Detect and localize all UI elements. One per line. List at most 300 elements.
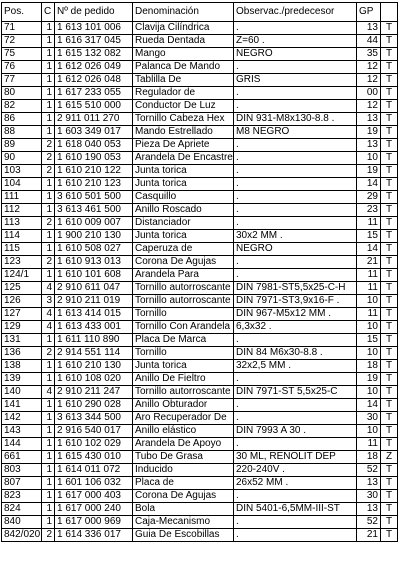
cell-pos: 80 xyxy=(2,87,42,100)
cell-qty: 1 xyxy=(42,100,55,113)
cell-denomination: Anillo elástico xyxy=(133,425,234,438)
cell-denomination: Distanciador xyxy=(133,217,234,230)
cell-order-number: 1 617 000 969 xyxy=(55,516,133,529)
cell-gp: 21 xyxy=(357,529,381,542)
cell-pos: 113 xyxy=(2,217,42,230)
cell-pos: 142 xyxy=(2,412,42,425)
cell-type: T xyxy=(381,74,398,87)
cell-type: T xyxy=(381,425,398,438)
cell-type: T xyxy=(381,386,398,399)
cell-denomination: Junta torica xyxy=(133,165,234,178)
cell-pos: 123 xyxy=(2,256,42,269)
cell-qty: 3 xyxy=(42,295,55,308)
cell-qty: 4 xyxy=(42,282,55,295)
cell-pos: 115 xyxy=(2,243,42,256)
cell-qty: 4 xyxy=(42,386,55,399)
cell-denomination: Caja-Mecanismo xyxy=(133,516,234,529)
cell-qty: 1 xyxy=(42,243,55,256)
table-row xyxy=(2,321,398,334)
cell-type: T xyxy=(381,347,398,360)
cell-order-number: 1 614 336 017 xyxy=(55,529,133,542)
cell-type: T xyxy=(381,334,398,347)
cell-remarks: Z=60 . xyxy=(234,35,357,48)
cell-order-number: 1 610 108 020 xyxy=(55,373,133,386)
cell-order-number: 1 618 040 053 xyxy=(55,139,133,152)
cell-gp: 19 xyxy=(357,373,381,386)
cell-qty: 1 xyxy=(42,191,55,204)
cell-gp: 14 xyxy=(357,243,381,256)
cell-qty: 1 xyxy=(42,74,55,87)
cell-order-number: 2 911 011 270 xyxy=(55,113,133,126)
cell-order-number: 2 916 540 017 xyxy=(55,425,133,438)
cell-gp: 10 xyxy=(357,152,381,165)
header-pos: Pos. xyxy=(2,3,42,22)
cell-order-number: 1 900 210 130 xyxy=(55,230,133,243)
cell-pos: 131 xyxy=(2,334,42,347)
cell-gp: 11 xyxy=(357,269,381,282)
cell-denomination: Tornillo Cabeza Hex xyxy=(133,113,234,126)
cell-order-number: 1 615 510 000 xyxy=(55,100,133,113)
cell-order-number: 3 610 501 500 xyxy=(55,191,133,204)
cell-remarks: 26x52 MM . xyxy=(234,477,357,490)
cell-gp: 10 xyxy=(357,295,381,308)
header-remarks: Observac./predecesor xyxy=(234,3,357,22)
cell-pos: 114 xyxy=(2,230,42,243)
cell-qty: 2 xyxy=(42,529,55,542)
cell-denomination: Tornillo autorroscante xyxy=(133,386,234,399)
cell-gp: 12 xyxy=(357,74,381,87)
cell-type: T xyxy=(381,269,398,282)
table-row xyxy=(2,35,398,48)
cell-remarks: DIN 7981-ST5,5x25-C-H xyxy=(234,282,357,295)
cell-remarks: . xyxy=(234,178,357,191)
cell-order-number: 1 612 026 049 xyxy=(55,61,133,74)
cell-remarks: 30x2 MM . xyxy=(234,230,357,243)
cell-remarks: . xyxy=(234,412,357,425)
table-row xyxy=(2,438,398,451)
cell-denomination: Clavija Cilíndrica xyxy=(133,22,234,35)
cell-qty: 1 xyxy=(42,490,55,503)
cell-denomination: Conductor De Luz xyxy=(133,100,234,113)
cell-remarks: . xyxy=(234,399,357,412)
cell-qty: 2 xyxy=(42,217,55,230)
cell-remarks: . xyxy=(234,373,357,386)
table-row xyxy=(2,113,398,126)
table-row xyxy=(2,412,398,425)
cell-pos: 82 xyxy=(2,100,42,113)
cell-denomination: Palanca De Mando xyxy=(133,61,234,74)
cell-denomination: Regulador de xyxy=(133,87,234,100)
cell-type: Z xyxy=(381,451,398,464)
table-row xyxy=(2,503,398,516)
cell-remarks: DIN 7993 A 30 . xyxy=(234,425,357,438)
cell-pos: 127 xyxy=(2,308,42,321)
header-gp: GP xyxy=(357,3,381,22)
cell-gp: 30 xyxy=(357,490,381,503)
cell-gp: 30 xyxy=(357,412,381,425)
cell-qty: 1 xyxy=(42,126,55,139)
cell-gp: 11 xyxy=(357,282,381,295)
cell-gp: 13 xyxy=(357,22,381,35)
cell-order-number: 1 615 430 010 xyxy=(55,451,133,464)
cell-type: T xyxy=(381,217,398,230)
cell-gp: 11 xyxy=(357,217,381,230)
cell-order-number: 1 613 414 015 xyxy=(55,308,133,321)
cell-type: T xyxy=(381,139,398,152)
cell-qty: 1 xyxy=(42,373,55,386)
cell-remarks: DIN 967-M5x12 MM . xyxy=(234,308,357,321)
cell-gp: 14 xyxy=(357,178,381,191)
cell-remarks: . xyxy=(234,490,357,503)
cell-pos: 824 xyxy=(2,503,42,516)
table-row xyxy=(2,373,398,386)
cell-type: T xyxy=(381,61,398,74)
cell-qty: 1 xyxy=(42,269,55,282)
cell-qty: 2 xyxy=(42,256,55,269)
cell-qty: 1 xyxy=(42,35,55,48)
cell-order-number: 1 611 110 890 xyxy=(55,334,133,347)
cell-gp: 15 xyxy=(357,334,381,347)
cell-remarks: . xyxy=(234,529,357,542)
cell-pos: 71 xyxy=(2,22,42,35)
cell-pos: 823 xyxy=(2,490,42,503)
cell-pos: 126 xyxy=(2,295,42,308)
table-row xyxy=(2,256,398,269)
cell-pos: 86 xyxy=(2,113,42,126)
table-row xyxy=(2,61,398,74)
cell-pos: 141 xyxy=(2,399,42,412)
cell-denomination: Anillo Obturador xyxy=(133,399,234,412)
cell-order-number: 1 610 210 122 xyxy=(55,165,133,178)
cell-type: T xyxy=(381,48,398,61)
cell-gp: 12 xyxy=(357,61,381,74)
cell-gp: 10 xyxy=(357,321,381,334)
table-row xyxy=(2,100,398,113)
cell-qty: 1 xyxy=(42,412,55,425)
cell-denomination: Placa de xyxy=(133,477,234,490)
cell-order-number: 2 910 211 247 xyxy=(55,386,133,399)
cell-qty: 1 xyxy=(42,87,55,100)
cell-gp: 19 xyxy=(357,126,381,139)
cell-gp: 12 xyxy=(357,100,381,113)
table-row xyxy=(2,178,398,191)
cell-qty: 4 xyxy=(42,321,55,334)
cell-gp: 44 xyxy=(357,35,381,48)
cell-pos: 661 xyxy=(2,451,42,464)
cell-pos: 139 xyxy=(2,373,42,386)
cell-denomination: Caperuza de xyxy=(133,243,234,256)
cell-remarks: DIN 5401-6,5MM-III-ST xyxy=(234,503,357,516)
cell-qty: 1 xyxy=(42,399,55,412)
cell-remarks: . xyxy=(234,217,357,230)
cell-pos: 104 xyxy=(2,178,42,191)
cell-qty: 1 xyxy=(42,451,55,464)
cell-gp: 10 xyxy=(357,347,381,360)
cell-order-number: 1 610 508 027 xyxy=(55,243,133,256)
cell-denomination: Arandela De Encastre xyxy=(133,152,234,165)
table-row xyxy=(2,22,398,35)
cell-remarks: DIN 7971-ST3,9x16-F . xyxy=(234,295,357,308)
cell-pos: 75 xyxy=(2,48,42,61)
cell-pos: 103 xyxy=(2,165,42,178)
cell-order-number: 2 910 211 019 xyxy=(55,295,133,308)
cell-remarks: . xyxy=(234,87,357,100)
cell-denomination: Tubo De Grasa xyxy=(133,451,234,464)
cell-gp: 13 xyxy=(357,139,381,152)
cell-qty: 1 xyxy=(42,22,55,35)
cell-pos: 112 xyxy=(2,204,42,217)
cell-type: T xyxy=(381,191,398,204)
cell-denomination: Guia De Escobillas xyxy=(133,529,234,542)
parts-table xyxy=(1,2,398,542)
cell-remarks: . xyxy=(234,256,357,269)
cell-order-number: 1 613 433 001 xyxy=(55,321,133,334)
cell-remarks: DIN 84 M6x30-8.8 . xyxy=(234,347,357,360)
cell-denomination: Tornillo autorroscante xyxy=(133,295,234,308)
cell-remarks: NEGRO xyxy=(234,243,357,256)
cell-gp: 18 xyxy=(357,451,381,464)
cell-order-number: 1 617 000 240 xyxy=(55,503,133,516)
cell-gp: 19 xyxy=(357,165,381,178)
cell-pos: 89 xyxy=(2,139,42,152)
cell-order-number: 3 613 344 500 xyxy=(55,412,133,425)
table-row xyxy=(2,191,398,204)
cell-type: T xyxy=(381,373,398,386)
cell-order-number: 1 616 317 045 xyxy=(55,35,133,48)
cell-type: T xyxy=(381,516,398,529)
cell-denomination: Tornillo xyxy=(133,347,234,360)
cell-pos: 138 xyxy=(2,360,42,373)
cell-pos: 144 xyxy=(2,438,42,451)
cell-order-number: 1 615 132 082 xyxy=(55,48,133,61)
cell-pos: 842/020 xyxy=(2,529,42,542)
cell-remarks: NEGRO xyxy=(234,48,357,61)
cell-qty: 1 xyxy=(42,516,55,529)
table-row xyxy=(2,48,398,61)
table-row xyxy=(2,477,398,490)
cell-denomination: Corona De Agujas xyxy=(133,490,234,503)
cell-pos: 76 xyxy=(2,61,42,74)
cell-type: T xyxy=(381,204,398,217)
table-row xyxy=(2,360,398,373)
cell-remarks: . xyxy=(234,191,357,204)
cell-type: T xyxy=(381,113,398,126)
cell-denomination: Corona De Agujas xyxy=(133,256,234,269)
cell-type: T xyxy=(381,256,398,269)
cell-denomination: Rueda Dentada xyxy=(133,35,234,48)
cell-order-number: 1 610 210 123 xyxy=(55,178,133,191)
cell-qty: 1 xyxy=(42,464,55,477)
cell-gp: 29 xyxy=(357,191,381,204)
cell-gp: 23 xyxy=(357,204,381,217)
table-row xyxy=(2,282,398,295)
cell-type: T xyxy=(381,126,398,139)
cell-gp: 00 xyxy=(357,87,381,100)
cell-qty: 1 xyxy=(42,334,55,347)
cell-order-number: 1 612 026 048 xyxy=(55,74,133,87)
cell-remarks: 220-240V . xyxy=(234,464,357,477)
cell-remarks: . xyxy=(234,61,357,74)
cell-order-number: 1 610 009 007 xyxy=(55,217,133,230)
cell-gp: 13 xyxy=(357,477,381,490)
cell-order-number: 1 613 101 006 xyxy=(55,22,133,35)
cell-pos: 111 xyxy=(2,191,42,204)
cell-qty: 2 xyxy=(42,152,55,165)
cell-type: T xyxy=(381,503,398,516)
cell-remarks: . xyxy=(234,516,357,529)
cell-type: T xyxy=(381,282,398,295)
cell-order-number: 1 610 102 029 xyxy=(55,438,133,451)
cell-remarks: 6,3x32 . xyxy=(234,321,357,334)
cell-pos: 72 xyxy=(2,35,42,48)
cell-denomination: Arandela De Apoyo xyxy=(133,438,234,451)
cell-remarks: . xyxy=(234,152,357,165)
table-row xyxy=(2,451,398,464)
table-row xyxy=(2,399,398,412)
cell-remarks: . xyxy=(234,334,357,347)
cell-remarks: . xyxy=(234,100,357,113)
cell-gp: 14 xyxy=(357,399,381,412)
header-row xyxy=(2,3,398,22)
cell-type: T xyxy=(381,165,398,178)
cell-pos: 125 xyxy=(2,282,42,295)
table-row xyxy=(2,126,398,139)
cell-gp: 13 xyxy=(357,113,381,126)
cell-gp: 18 xyxy=(357,360,381,373)
table-row xyxy=(2,529,398,542)
cell-order-number: 2 914 551 114 xyxy=(55,347,133,360)
table-row xyxy=(2,74,398,87)
cell-type: T xyxy=(381,295,398,308)
table-row xyxy=(2,139,398,152)
cell-denomination: Aro Recuperador De xyxy=(133,412,234,425)
cell-qty: 1 xyxy=(42,48,55,61)
cell-remarks: . xyxy=(234,165,357,178)
table-row xyxy=(2,152,398,165)
cell-pos: 140 xyxy=(2,386,42,399)
cell-denomination: Pieza De Apriete xyxy=(133,139,234,152)
cell-gp: 15 xyxy=(357,230,381,243)
cell-qty: 1 xyxy=(42,230,55,243)
cell-denomination: Inducido xyxy=(133,464,234,477)
table-row xyxy=(2,464,398,477)
cell-type: T xyxy=(381,477,398,490)
cell-pos: 143 xyxy=(2,425,42,438)
cell-denomination: Anillo De Fieltro xyxy=(133,373,234,386)
table-row xyxy=(2,269,398,282)
cell-type: T xyxy=(381,152,398,165)
cell-qty: 1 xyxy=(42,438,55,451)
cell-pos: 129 xyxy=(2,321,42,334)
cell-order-number: 1 614 011 072 xyxy=(55,464,133,477)
cell-order-number: 1 610 210 130 xyxy=(55,360,133,373)
cell-type: T xyxy=(381,243,398,256)
cell-order-number: 1 610 101 608 xyxy=(55,269,133,282)
cell-gp: 10 xyxy=(357,425,381,438)
header-order-number: Nº de pedido xyxy=(55,3,133,22)
table-row xyxy=(2,243,398,256)
cell-denomination: Anillo Roscado xyxy=(133,204,234,217)
cell-denomination: Tornillo xyxy=(133,308,234,321)
cell-denomination: Junta torica xyxy=(133,178,234,191)
table-row xyxy=(2,217,398,230)
cell-gp: 13 xyxy=(357,503,381,516)
cell-qty: 1 xyxy=(42,113,55,126)
cell-denomination: Tablilla De xyxy=(133,74,234,87)
cell-qty: 1 xyxy=(42,61,55,74)
table-row xyxy=(2,87,398,100)
cell-qty: 2 xyxy=(42,139,55,152)
cell-type: T xyxy=(381,438,398,451)
cell-denomination: Mango xyxy=(133,48,234,61)
cell-pos: 88 xyxy=(2,126,42,139)
cell-pos: 90 xyxy=(2,152,42,165)
table-row xyxy=(2,516,398,529)
cell-type: T xyxy=(381,87,398,100)
table-row xyxy=(2,230,398,243)
table-row xyxy=(2,334,398,347)
table-row xyxy=(2,490,398,503)
table-row xyxy=(2,386,398,399)
cell-remarks: . xyxy=(234,269,357,282)
cell-type: T xyxy=(381,230,398,243)
cell-remarks: . xyxy=(234,438,357,451)
cell-qty: 2 xyxy=(42,347,55,360)
cell-type: T xyxy=(381,464,398,477)
cell-remarks: DIN 931-M8x130-8.8 . xyxy=(234,113,357,126)
cell-denomination: Tornillo Con Arandela xyxy=(133,321,234,334)
table-row xyxy=(2,347,398,360)
cell-qty: 2 xyxy=(42,165,55,178)
cell-order-number: 1 617 000 403 xyxy=(55,490,133,503)
cell-order-number: 1 610 190 053 xyxy=(55,152,133,165)
table-row xyxy=(2,425,398,438)
cell-order-number: 1 610 913 013 xyxy=(55,256,133,269)
cell-denomination: Junta torica xyxy=(133,360,234,373)
cell-remarks: . xyxy=(234,139,357,152)
cell-denomination: Placa De Marca xyxy=(133,334,234,347)
cell-order-number: 2 910 611 047 xyxy=(55,282,133,295)
cell-remarks: GRIS xyxy=(234,74,357,87)
cell-qty: 1 xyxy=(42,503,55,516)
cell-remarks: . xyxy=(234,22,357,35)
cell-qty: 4 xyxy=(42,308,55,321)
cell-remarks: . xyxy=(234,204,357,217)
cell-order-number: 1 603 349 017 xyxy=(55,126,133,139)
cell-qty: 1 xyxy=(42,204,55,217)
cell-qty: 1 xyxy=(42,360,55,373)
cell-remarks: M8 NEGRO xyxy=(234,126,357,139)
cell-order-number: 1 610 290 028 xyxy=(55,399,133,412)
cell-type: T xyxy=(381,412,398,425)
cell-pos: 807 xyxy=(2,477,42,490)
cell-denomination: Junta torica xyxy=(133,230,234,243)
cell-order-number: 1 617 233 055 xyxy=(55,87,133,100)
cell-pos: 124/1 xyxy=(2,269,42,282)
cell-denomination: Tornillo autorroscante xyxy=(133,282,234,295)
cell-qty: 1 xyxy=(42,477,55,490)
cell-gp: 21 xyxy=(357,256,381,269)
cell-remarks: 30 ML, RENOLIT DEP xyxy=(234,451,357,464)
cell-qty: 1 xyxy=(42,425,55,438)
cell-qty: 1 xyxy=(42,178,55,191)
cell-type: T xyxy=(381,22,398,35)
cell-pos: 840 xyxy=(2,516,42,529)
cell-remarks: DIN 7971-ST 5,5x25-C xyxy=(234,386,357,399)
cell-order-number: 1 601 106 032 xyxy=(55,477,133,490)
cell-pos: 803 xyxy=(2,464,42,477)
cell-denomination: Bola xyxy=(133,503,234,516)
